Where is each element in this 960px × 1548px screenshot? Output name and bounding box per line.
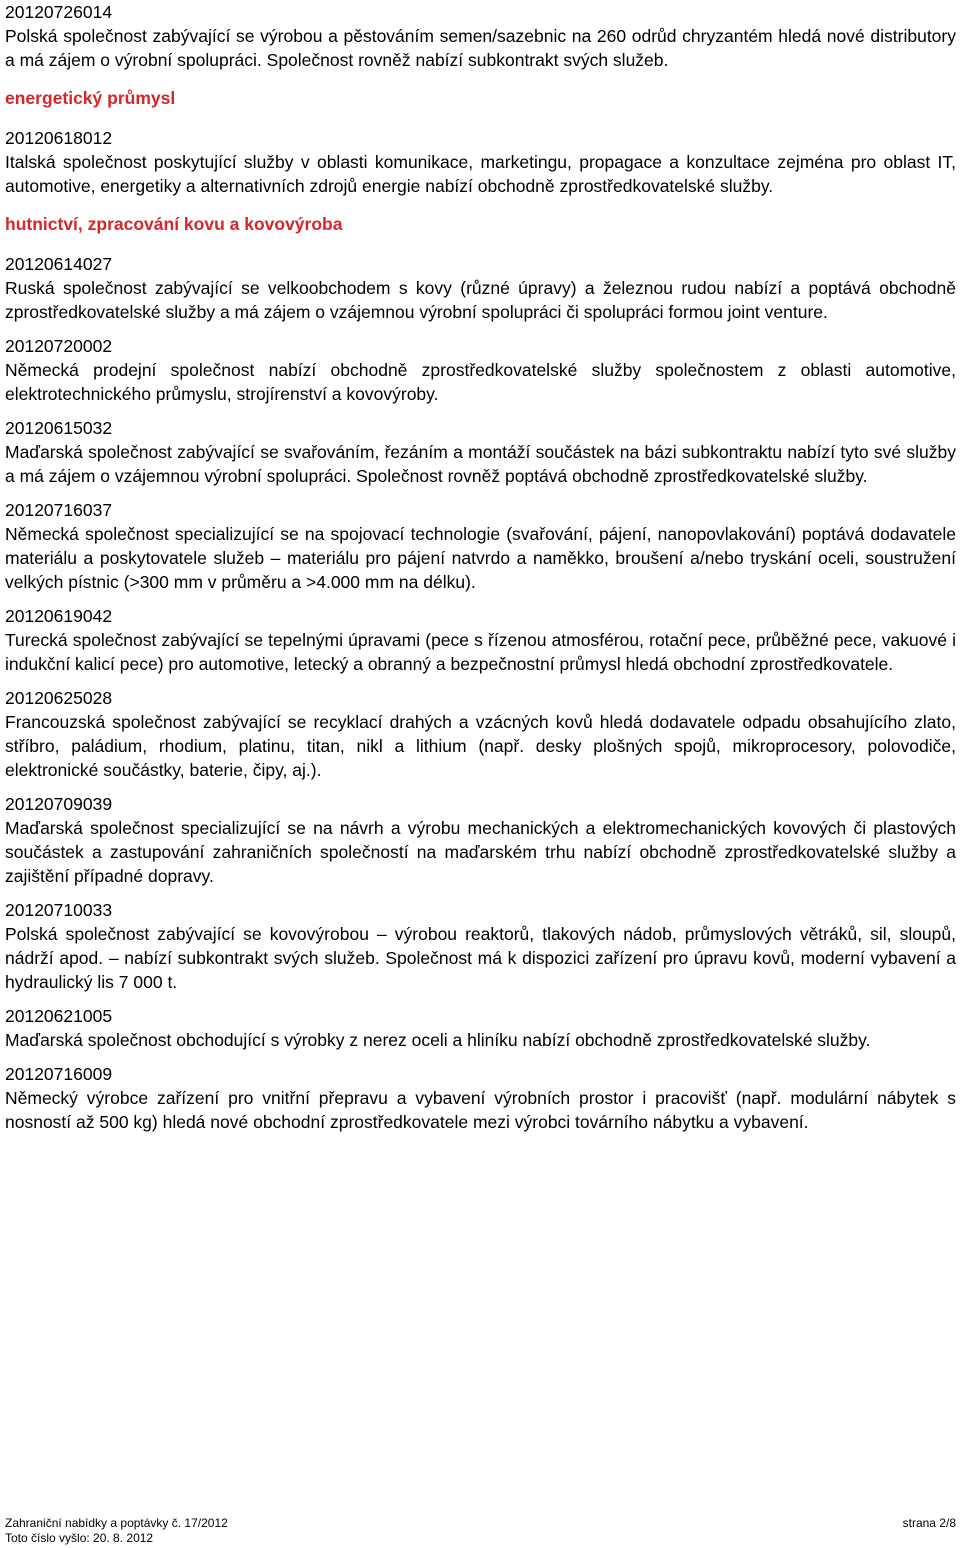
offer-text: Maďarská společnost specializující se na návrh a výrobu mechanických a elektromechanických kovových či plastových součástek a zastupování zahraničních společností na maďarském trhu nabízí obchodně zprostředkovatelské služby a zajištění případné dopravy. [5, 818, 956, 886]
offer-entry [5, 0, 956, 72]
offer-entry [5, 252, 956, 324]
section-heading: hutnictví, zpracování kovu a kovovýroba [5, 214, 343, 234]
offer-text: Maďarská společnost zabývající se svařováním, řezáním a montáží součástek na bázi subkontraktu nabízí tyto své služby a má zájem o vzájemnou výrobní spolupráci. Společnost rovněž poptává obchodně zprostředkovatelské služby. [5, 442, 956, 486]
offer-id: 20120615032 [5, 418, 113, 438]
offer-entry [5, 334, 956, 406]
offer-id: 20120618012 [5, 128, 113, 148]
page-number: strana 2/8 [902, 1516, 956, 1530]
offer-entry [5, 1004, 956, 1052]
offer-entry [5, 604, 956, 676]
offer-id: 20120619042 [5, 606, 113, 626]
section-heading: energetický průmysl [5, 88, 176, 108]
offer-id: 20120614027 [5, 254, 113, 274]
offer-entry [5, 498, 956, 594]
offer-id: 20120709039 [5, 794, 113, 814]
offer-entry [5, 686, 956, 782]
offer-text: Ruská společnost zabývající se velkoobchodem s kovy (různé úpravy) a železnou rudou nabízí a poptává obchodně zprostředkovatelské služby a má zájem o vzájemnou výrobní spolupráci či spolupráci formou joint venture. [5, 278, 956, 322]
offer-entry [5, 792, 956, 888]
offer-entry [5, 1062, 956, 1134]
section-energy [5, 86, 956, 198]
offer-text: Německý výrobce zařízení pro vnitřní přepravu a vybavení výrobních prostor i pracovišť (např. modulární nábytek s nosností až 500 kg) hledá nové obchodní zprostředkovatele mezi výrobci továrního nábytku a vybavení. [5, 1088, 956, 1132]
offer-text: Maďarská společnost obchodující s výrobky z nerez oceli a hliníku nabízí obchodně zprostředkovatelské služby. [5, 1030, 871, 1050]
issue-date: Toto číslo vyšlo: 20. 8. 2012 [5, 1531, 154, 1545]
offer-id: 20120720002 [5, 336, 113, 356]
document-page [5, 0, 956, 1144]
offer-text: Polská společnost zabývající se výrobou a pěstováním semen/sazebnic na 260 odrůd chryzantém hledá nové distributory a má zájem o výrobní spolupráci. Společnost rovněž nabízí subkontrakt svých služeb. [5, 26, 956, 70]
offer-id: 20120716009 [5, 1064, 113, 1084]
offer-text: Německá společnost specializující se na spojovací technologie (svařování, pájení, nanopovlakování) poptává dodavatele materiálu a poskytovatele služeb – materiálu pro pájení natvrdo a naměkko, broušení a/nebo tryskání oceli, soustružení velkých pístnic (>300 mm v průměru a >4.000 mm na délku). [5, 524, 956, 592]
publication-title: Zahraniční nabídky a poptávky č. 17/2012 [5, 1516, 228, 1530]
offer-text: Italská společnost poskytující služby v oblasti komunikace, marketingu, propagace a konzultace zejména pro oblast IT, automotive, energetiky a alternativních zdrojů energie nabízí obchodně zprostředkovatelské služby. [5, 152, 956, 196]
offer-text: Turecká společnost zabývající se tepelnými úpravami (pece s řízenou atmosférou, rotační pece, průběžné pece, vakuové i indukční kalicí pece) pro automotive, letecký a obranný a bezpečnostní průmysl hledá obchodní zprostředkovatele. [5, 630, 956, 674]
offer-entry [5, 416, 956, 488]
offer-text: Německá prodejní společnost nabízí obchodně zprostředkovatelské služby společnostem z oblasti automotive, elektrotechnického průmyslu, strojírenství a kovovýroby. [5, 360, 956, 404]
offer-entry [5, 126, 956, 198]
offer-id: 20120716037 [5, 500, 113, 520]
page-footer [5, 1516, 956, 1546]
offer-id: 20120621005 [5, 1006, 113, 1026]
offer-id: 20120710033 [5, 900, 113, 920]
offer-entry [5, 898, 956, 994]
offer-text: Francouzská společnost zabývající se recyklací drahých a vzácných kovů hledá dodavatele odpadu obsahujícího zlato, stříbro, paládium, rhodium, platinu, titan, nikl a lithium (např. desky plošných spojů, mikroprocesory, polovodiče, elektronické součástky, baterie, čipy, aj.). [5, 712, 956, 780]
offer-text: Polská společnost zabývající se kovovýrobou – výrobou reaktorů, tlakových nádob, průmyslových větráků, sil, sloupů, nádrží apod. – nabízí subkontrakt svých služeb. Společnost má k dispozici zařízení pro úpravu kovů, moderní vybavení a hydraulický lis 7 000 t. [5, 924, 956, 992]
offer-id: 20120625028 [5, 688, 113, 708]
offer-id: 20120726014 [5, 2, 113, 22]
section-metallurgy [5, 212, 956, 1134]
